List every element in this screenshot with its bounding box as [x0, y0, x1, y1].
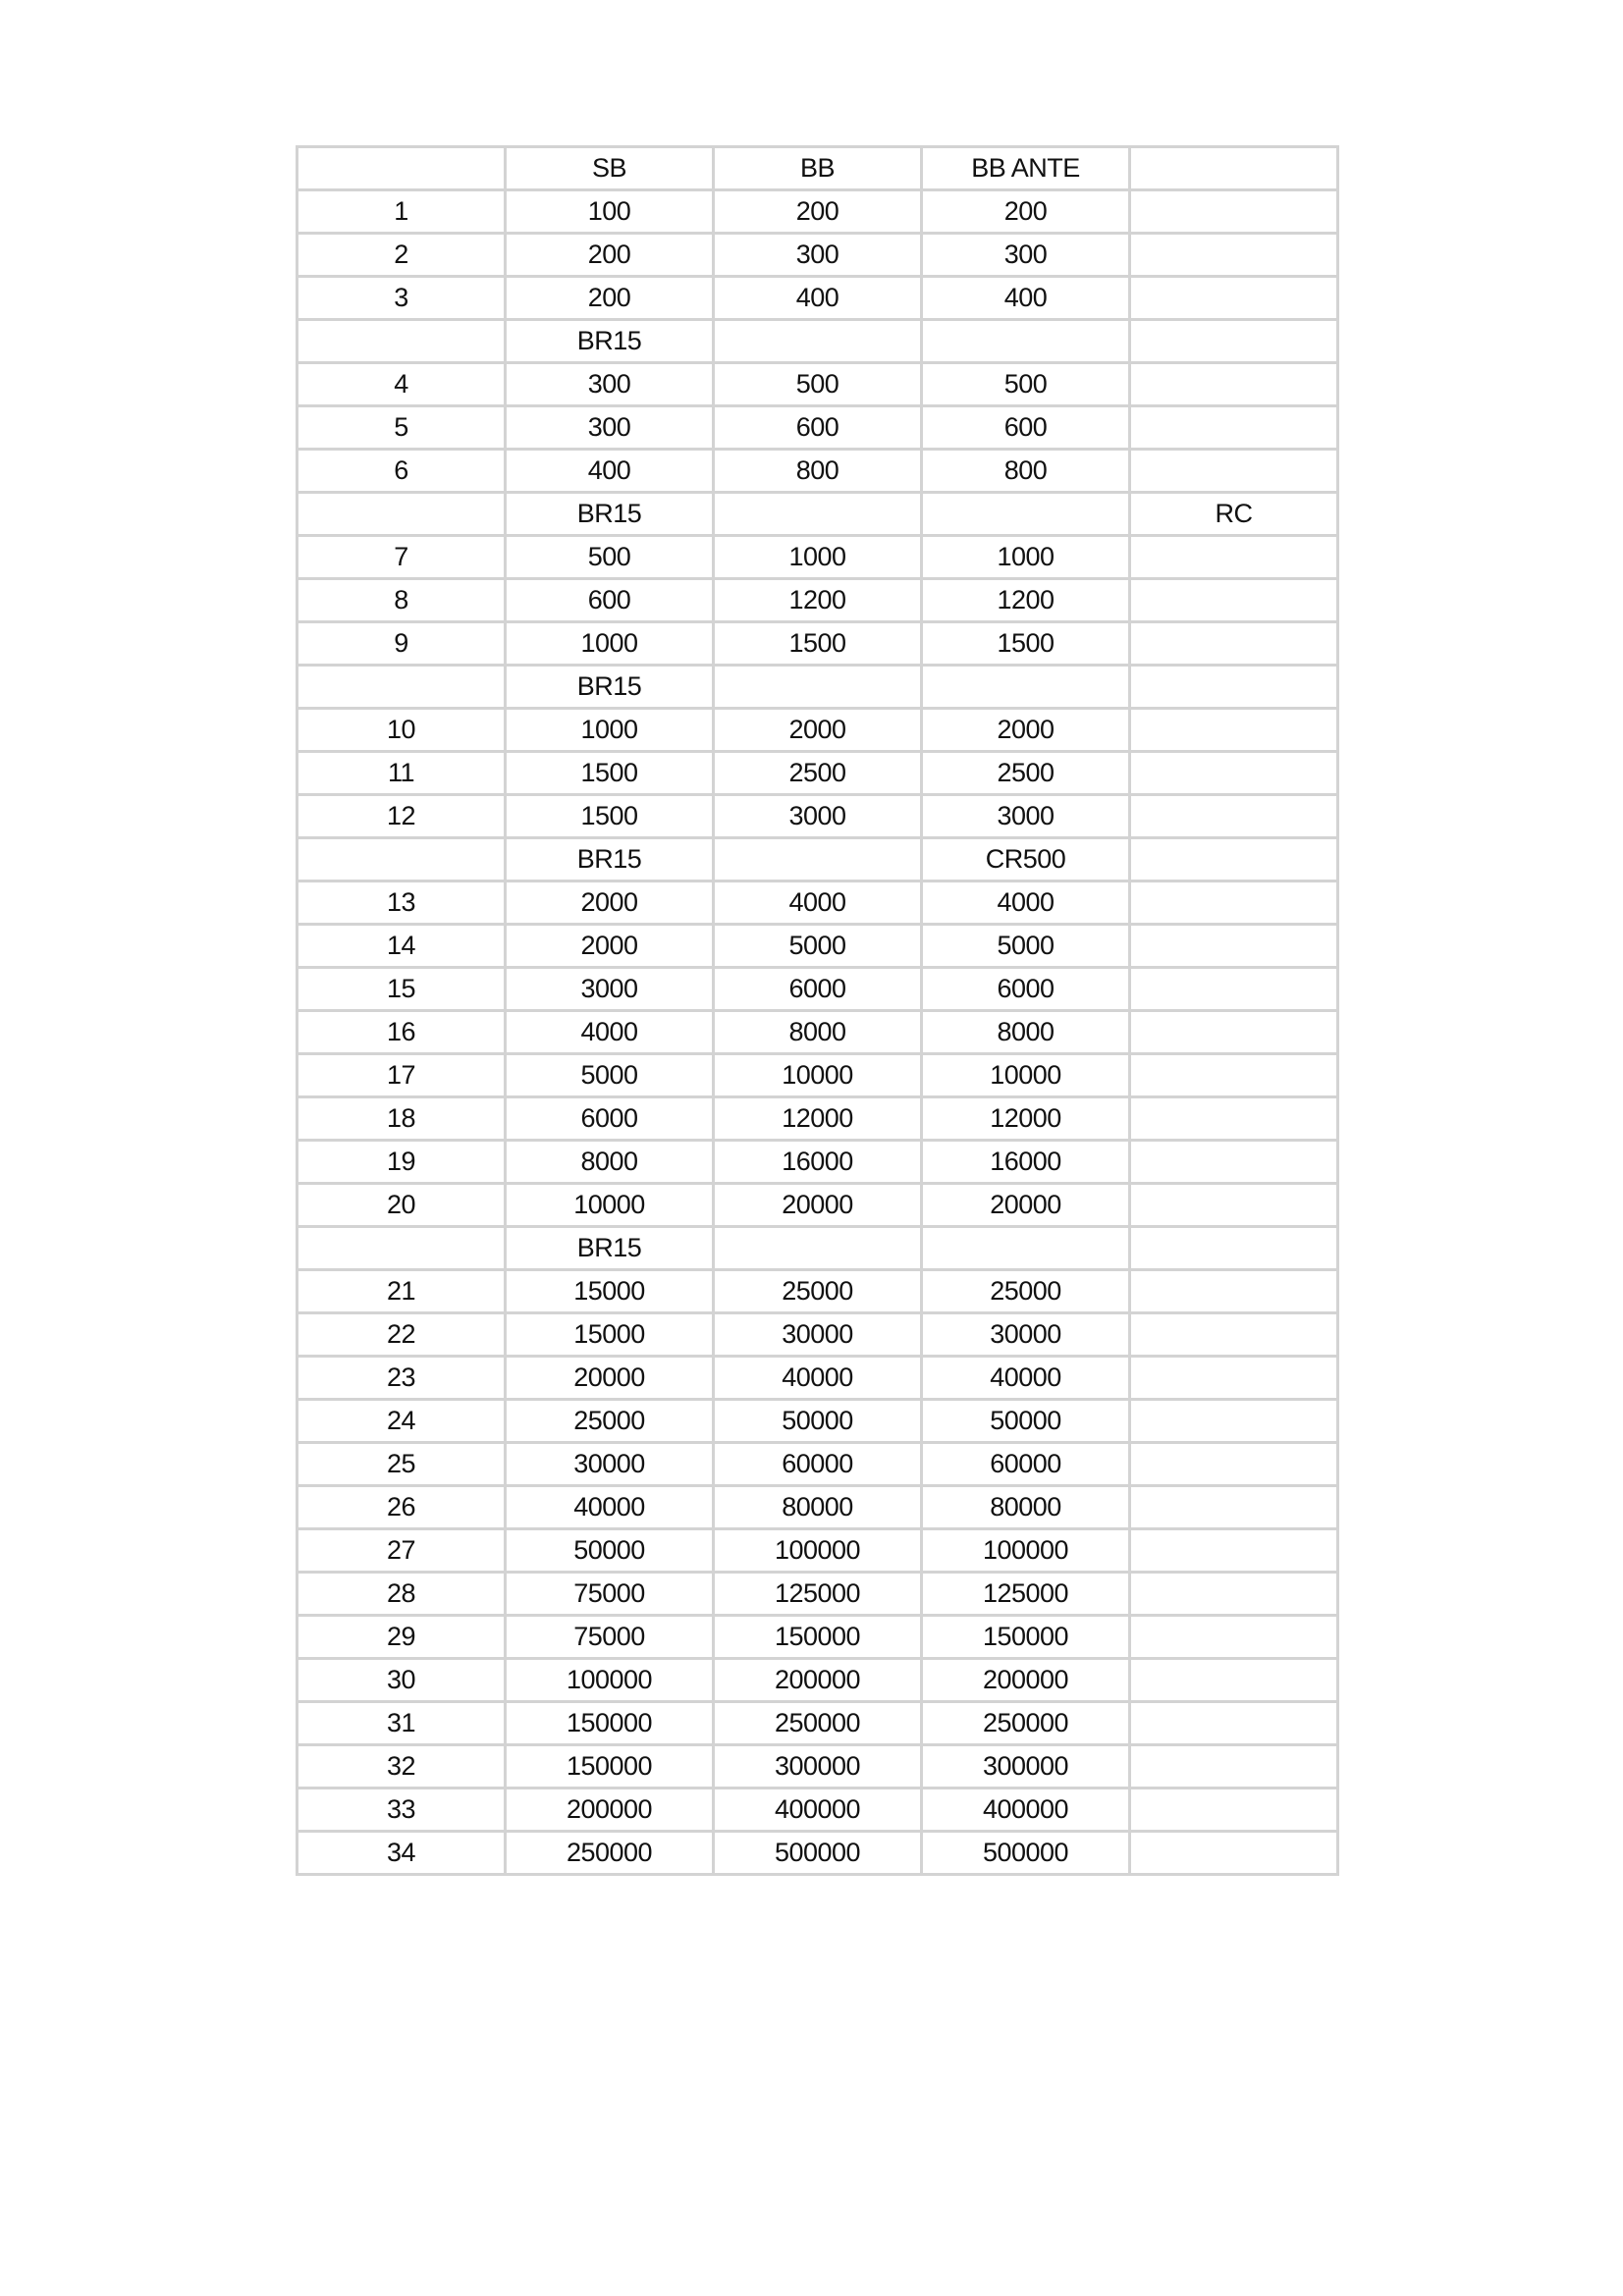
cell-bb: 6000	[714, 968, 922, 1011]
table-row	[298, 493, 1338, 536]
cell-notes	[1130, 622, 1338, 666]
cell-bb-ante: 12000	[922, 1097, 1130, 1141]
cell-bb: 500000	[714, 1832, 922, 1875]
cell-bb-ante: 600	[922, 406, 1130, 450]
cell-notes	[1130, 450, 1338, 493]
cell-notes	[1130, 1400, 1338, 1443]
cell-sb: 100000	[506, 1659, 714, 1702]
cell-bb-ante: 10000	[922, 1054, 1130, 1097]
cell-bb-ante: 2000	[922, 709, 1130, 752]
cell-bb: 3000	[714, 795, 922, 838]
table-row	[298, 277, 1338, 320]
cell-bb: 20000	[714, 1184, 922, 1227]
cell-notes	[1130, 795, 1338, 838]
cell-notes	[1130, 1184, 1338, 1227]
cell-level: 22	[298, 1313, 506, 1357]
blind-structure-table	[296, 145, 1339, 1876]
cell-notes: RC	[1130, 493, 1338, 536]
cell-sb: 25000	[506, 1400, 714, 1443]
cell-bb: 300000	[714, 1745, 922, 1789]
cell-bb-ante: 1000	[922, 536, 1130, 579]
table-row	[298, 234, 1338, 277]
cell-bb: 1000	[714, 536, 922, 579]
cell-notes	[1130, 1573, 1338, 1616]
cell-sb: 40000	[506, 1486, 714, 1529]
cell-bb: 100000	[714, 1529, 922, 1573]
cell-bb: 400	[714, 277, 922, 320]
cell-level: 2	[298, 234, 506, 277]
cell-notes	[1130, 666, 1338, 709]
cell-notes	[1130, 709, 1338, 752]
cell-level: 13	[298, 881, 506, 925]
cell-sb: 200	[506, 234, 714, 277]
cell-notes	[1130, 1702, 1338, 1745]
cell-level: 32	[298, 1745, 506, 1789]
cell-bb-ante: 300	[922, 234, 1130, 277]
table-row	[298, 752, 1338, 795]
cell-bb-ante: 3000	[922, 795, 1130, 838]
table-row	[298, 1702, 1338, 1745]
cell-notes	[1130, 1054, 1338, 1097]
cell-sb: 10000	[506, 1184, 714, 1227]
cell-bb-ante: 2500	[922, 752, 1130, 795]
cell-sb: 1000	[506, 622, 714, 666]
cell-bb: 2500	[714, 752, 922, 795]
cell-bb-ante: 8000	[922, 1011, 1130, 1054]
cell-bb-ante: 60000	[922, 1443, 1130, 1486]
cell-sb: 75000	[506, 1616, 714, 1659]
cell-notes	[1130, 363, 1338, 406]
cell-sb: 300	[506, 363, 714, 406]
header-cell-level	[298, 147, 506, 190]
table-row	[298, 1141, 1338, 1184]
cell-level	[298, 1227, 506, 1270]
cell-bb-ante: 500	[922, 363, 1130, 406]
cell-notes	[1130, 190, 1338, 234]
cell-level: 28	[298, 1573, 506, 1616]
cell-sb: 30000	[506, 1443, 714, 1486]
cell-level: 31	[298, 1702, 506, 1745]
cell-notes	[1130, 1789, 1338, 1832]
cell-notes	[1130, 1529, 1338, 1573]
table-row	[298, 666, 1338, 709]
header-cell-notes	[1130, 147, 1338, 190]
cell-level: 8	[298, 579, 506, 622]
table-row	[298, 536, 1338, 579]
cell-level: 10	[298, 709, 506, 752]
cell-level: 20	[298, 1184, 506, 1227]
cell-sb: 6000	[506, 1097, 714, 1141]
cell-bb-ante: 16000	[922, 1141, 1130, 1184]
cell-bb-ante: 6000	[922, 968, 1130, 1011]
table-row	[298, 1400, 1338, 1443]
cell-bb	[714, 838, 922, 881]
cell-level: 24	[298, 1400, 506, 1443]
cell-bb: 5000	[714, 925, 922, 968]
cell-sb: 50000	[506, 1529, 714, 1573]
cell-bb: 300	[714, 234, 922, 277]
cell-level	[298, 320, 506, 363]
cell-level: 11	[298, 752, 506, 795]
cell-sb: 100	[506, 190, 714, 234]
table-row	[298, 1529, 1338, 1573]
table-row	[298, 1659, 1338, 1702]
table-row	[298, 968, 1338, 1011]
cell-notes	[1130, 320, 1338, 363]
cell-level: 33	[298, 1789, 506, 1832]
cell-sb: 1000	[506, 709, 714, 752]
header-cell-bb-ante: BB ANTE	[922, 147, 1130, 190]
cell-bb: 25000	[714, 1270, 922, 1313]
cell-bb-ante: 20000	[922, 1184, 1130, 1227]
cell-notes	[1130, 968, 1338, 1011]
cell-notes	[1130, 536, 1338, 579]
table-row	[298, 363, 1338, 406]
table-row	[298, 406, 1338, 450]
cell-sb: 8000	[506, 1141, 714, 1184]
table-row	[298, 1443, 1338, 1486]
cell-level: 6	[298, 450, 506, 493]
cell-bb-ante: 30000	[922, 1313, 1130, 1357]
cell-sb: 1500	[506, 795, 714, 838]
table-row	[298, 795, 1338, 838]
cell-notes	[1130, 838, 1338, 881]
cell-bb: 16000	[714, 1141, 922, 1184]
cell-notes	[1130, 1486, 1338, 1529]
cell-level: 21	[298, 1270, 506, 1313]
cell-sb: 3000	[506, 968, 714, 1011]
cell-bb: 150000	[714, 1616, 922, 1659]
table-row	[298, 622, 1338, 666]
cell-level: 26	[298, 1486, 506, 1529]
cell-level	[298, 493, 506, 536]
cell-bb-ante: 100000	[922, 1529, 1130, 1573]
cell-level: 25	[298, 1443, 506, 1486]
cell-bb-ante	[922, 1227, 1130, 1270]
cell-notes	[1130, 752, 1338, 795]
header-cell-bb: BB	[714, 147, 922, 190]
cell-sb: 5000	[506, 1054, 714, 1097]
table-row	[298, 1486, 1338, 1529]
cell-sb: 200	[506, 277, 714, 320]
cell-sb: 400	[506, 450, 714, 493]
cell-level: 5	[298, 406, 506, 450]
cell-bb: 1500	[714, 622, 922, 666]
cell-level: 12	[298, 795, 506, 838]
cell-bb: 500	[714, 363, 922, 406]
cell-sb: 600	[506, 579, 714, 622]
table-row	[298, 1313, 1338, 1357]
cell-bb-ante: 4000	[922, 881, 1130, 925]
cell-level: 3	[298, 277, 506, 320]
table-row	[298, 1745, 1338, 1789]
cell-bb-ante: 1200	[922, 579, 1130, 622]
cell-notes	[1130, 1141, 1338, 1184]
table-row	[298, 579, 1338, 622]
cell-bb: 400000	[714, 1789, 922, 1832]
table-row	[298, 1789, 1338, 1832]
cell-notes	[1130, 406, 1338, 450]
cell-bb-ante: 125000	[922, 1573, 1130, 1616]
cell-sb: 300	[506, 406, 714, 450]
cell-level: 19	[298, 1141, 506, 1184]
cell-sb: 4000	[506, 1011, 714, 1054]
cell-bb: 4000	[714, 881, 922, 925]
cell-sb: BR15	[506, 493, 714, 536]
table-row	[298, 1054, 1338, 1097]
cell-sb: 75000	[506, 1573, 714, 1616]
cell-bb: 600	[714, 406, 922, 450]
header-row	[298, 147, 1338, 190]
cell-notes	[1130, 881, 1338, 925]
cell-notes	[1130, 1659, 1338, 1702]
cell-level: 7	[298, 536, 506, 579]
cell-bb-ante: 1500	[922, 622, 1130, 666]
cell-bb: 30000	[714, 1313, 922, 1357]
cell-sb: 20000	[506, 1357, 714, 1400]
cell-bb-ante: 40000	[922, 1357, 1130, 1400]
cell-bb: 60000	[714, 1443, 922, 1486]
cell-bb-ante: 5000	[922, 925, 1130, 968]
cell-level: 9	[298, 622, 506, 666]
table-row	[298, 709, 1338, 752]
cell-level: 17	[298, 1054, 506, 1097]
table-row	[298, 320, 1338, 363]
table-row	[298, 1832, 1338, 1875]
cell-sb: 15000	[506, 1270, 714, 1313]
cell-level: 18	[298, 1097, 506, 1141]
cell-sb: 1500	[506, 752, 714, 795]
cell-bb	[714, 493, 922, 536]
cell-bb: 8000	[714, 1011, 922, 1054]
cell-bb: 2000	[714, 709, 922, 752]
cell-sb: 150000	[506, 1702, 714, 1745]
cell-level: 23	[298, 1357, 506, 1400]
table-row	[298, 1184, 1338, 1227]
cell-bb: 10000	[714, 1054, 922, 1097]
cell-bb-ante: 150000	[922, 1616, 1130, 1659]
cell-bb-ante: CR500	[922, 838, 1130, 881]
header-cell-sb: SB	[506, 147, 714, 190]
cell-bb: 12000	[714, 1097, 922, 1141]
cell-notes	[1130, 1227, 1338, 1270]
table-row	[298, 925, 1338, 968]
cell-notes	[1130, 925, 1338, 968]
table-row	[298, 1097, 1338, 1141]
cell-level: 15	[298, 968, 506, 1011]
cell-level: 1	[298, 190, 506, 234]
cell-notes	[1130, 1097, 1338, 1141]
cell-bb	[714, 1227, 922, 1270]
cell-notes	[1130, 579, 1338, 622]
cell-notes	[1130, 1313, 1338, 1357]
cell-bb-ante: 400000	[922, 1789, 1130, 1832]
cell-bb-ante: 50000	[922, 1400, 1130, 1443]
cell-sb: 2000	[506, 881, 714, 925]
cell-level: 16	[298, 1011, 506, 1054]
cell-bb: 800	[714, 450, 922, 493]
cell-bb-ante: 300000	[922, 1745, 1130, 1789]
cell-bb-ante	[922, 493, 1130, 536]
cell-sb: 150000	[506, 1745, 714, 1789]
cell-bb: 250000	[714, 1702, 922, 1745]
cell-level: 14	[298, 925, 506, 968]
cell-level: 29	[298, 1616, 506, 1659]
table-row	[298, 1616, 1338, 1659]
cell-bb-ante	[922, 320, 1130, 363]
table-row	[298, 1573, 1338, 1616]
cell-bb-ante: 250000	[922, 1702, 1130, 1745]
cell-sb: BR15	[506, 320, 714, 363]
cell-bb-ante: 200	[922, 190, 1130, 234]
cell-notes	[1130, 1832, 1338, 1875]
table-row	[298, 1227, 1338, 1270]
cell-level: 30	[298, 1659, 506, 1702]
cell-bb-ante: 800	[922, 450, 1130, 493]
cell-bb-ante: 25000	[922, 1270, 1130, 1313]
table-body	[298, 147, 1338, 1875]
cell-bb: 125000	[714, 1573, 922, 1616]
cell-notes	[1130, 1745, 1338, 1789]
cell-level: 34	[298, 1832, 506, 1875]
cell-bb: 40000	[714, 1357, 922, 1400]
cell-sb: 250000	[506, 1832, 714, 1875]
cell-sb: 500	[506, 536, 714, 579]
cell-bb: 80000	[714, 1486, 922, 1529]
table-row	[298, 881, 1338, 925]
cell-level	[298, 666, 506, 709]
cell-bb	[714, 666, 922, 709]
table-row	[298, 1357, 1338, 1400]
cell-notes	[1130, 1357, 1338, 1400]
cell-bb-ante: 80000	[922, 1486, 1130, 1529]
cell-sb: BR15	[506, 838, 714, 881]
cell-bb-ante	[922, 666, 1130, 709]
cell-bb: 1200	[714, 579, 922, 622]
cell-notes	[1130, 1443, 1338, 1486]
cell-notes	[1130, 1011, 1338, 1054]
table-row	[298, 838, 1338, 881]
cell-notes	[1130, 234, 1338, 277]
cell-level: 27	[298, 1529, 506, 1573]
cell-bb: 200000	[714, 1659, 922, 1702]
cell-sb: 15000	[506, 1313, 714, 1357]
cell-sb: BR15	[506, 666, 714, 709]
cell-notes	[1130, 277, 1338, 320]
table-row	[298, 190, 1338, 234]
cell-level	[298, 838, 506, 881]
cell-notes	[1130, 1270, 1338, 1313]
cell-bb: 50000	[714, 1400, 922, 1443]
cell-bb-ante: 400	[922, 277, 1130, 320]
cell-sb: 2000	[506, 925, 714, 968]
cell-bb-ante: 500000	[922, 1832, 1130, 1875]
cell-bb: 200	[714, 190, 922, 234]
cell-notes	[1130, 1616, 1338, 1659]
table-row	[298, 450, 1338, 493]
table-row	[298, 1270, 1338, 1313]
cell-sb: BR15	[506, 1227, 714, 1270]
cell-sb: 200000	[506, 1789, 714, 1832]
cell-bb-ante: 200000	[922, 1659, 1130, 1702]
cell-level: 4	[298, 363, 506, 406]
table-row	[298, 1011, 1338, 1054]
cell-bb	[714, 320, 922, 363]
